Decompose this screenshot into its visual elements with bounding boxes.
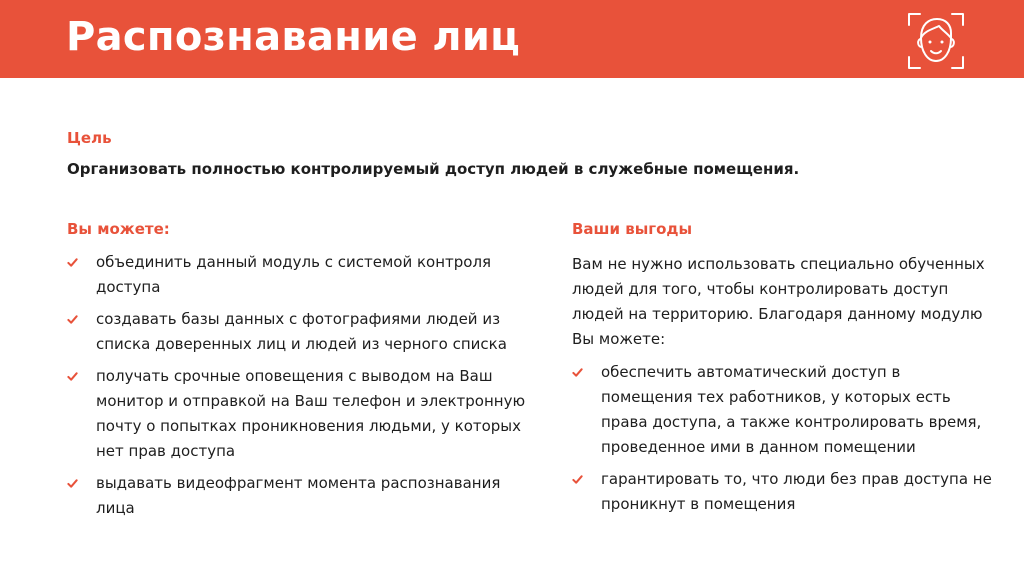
header-bar bbox=[0, 0, 1024, 78]
benefits-title: Ваши выгоды bbox=[572, 220, 693, 238]
list-item-text: выдавать видеофрагмент момента распознавания лица bbox=[96, 474, 501, 517]
goal-label: Цель bbox=[67, 129, 112, 147]
face-scan-icon bbox=[906, 11, 966, 71]
check-icon bbox=[67, 314, 78, 325]
benefits-section bbox=[572, 220, 992, 524]
capabilities-title: Вы можете: bbox=[67, 220, 170, 238]
goal-text: Организовать полностью контролируемый доступ людей в служебные помещения. bbox=[67, 160, 800, 178]
list-item bbox=[67, 307, 537, 357]
list-item bbox=[572, 360, 992, 460]
list-item bbox=[67, 364, 537, 464]
check-icon bbox=[572, 367, 583, 378]
check-icon bbox=[572, 474, 583, 485]
check-icon bbox=[67, 371, 78, 382]
check-icon bbox=[67, 478, 78, 489]
page-title: Распознавание лиц bbox=[66, 14, 521, 60]
list-item-text: обеспечить автоматический доступ в помещения тех работников, у которых есть права доступа, а также контролировать время, проведенное ими в данном помещении bbox=[601, 363, 982, 456]
list-item-text: получать срочные оповещения с выводом на Ваш монитор и отправкой на Ваш телефон и электронную почту о попытках проникновения людьми, у которых нет прав доступа bbox=[96, 367, 526, 460]
list-item-text: гарантировать то, что люди без прав доступа не проникнут в помещения bbox=[601, 470, 992, 513]
list-item-text: создавать базы данных с фотографиями людей из списка доверенных лиц и людей из черного списка bbox=[96, 310, 507, 353]
benefits-intro: Вам не нужно использовать специально обученных людей для того, чтобы контролировать доступ людей на территорию. Благодаря данному модулю Вы можете: bbox=[572, 255, 985, 348]
list-item-text: объединить данный модуль с системой контроля доступа bbox=[96, 253, 492, 296]
capabilities-list bbox=[67, 250, 537, 521]
capabilities-section bbox=[67, 220, 537, 528]
list-item bbox=[67, 250, 537, 300]
benefits-list bbox=[572, 360, 992, 517]
check-icon bbox=[67, 257, 78, 268]
list-item bbox=[67, 471, 537, 521]
list-item bbox=[572, 467, 992, 517]
